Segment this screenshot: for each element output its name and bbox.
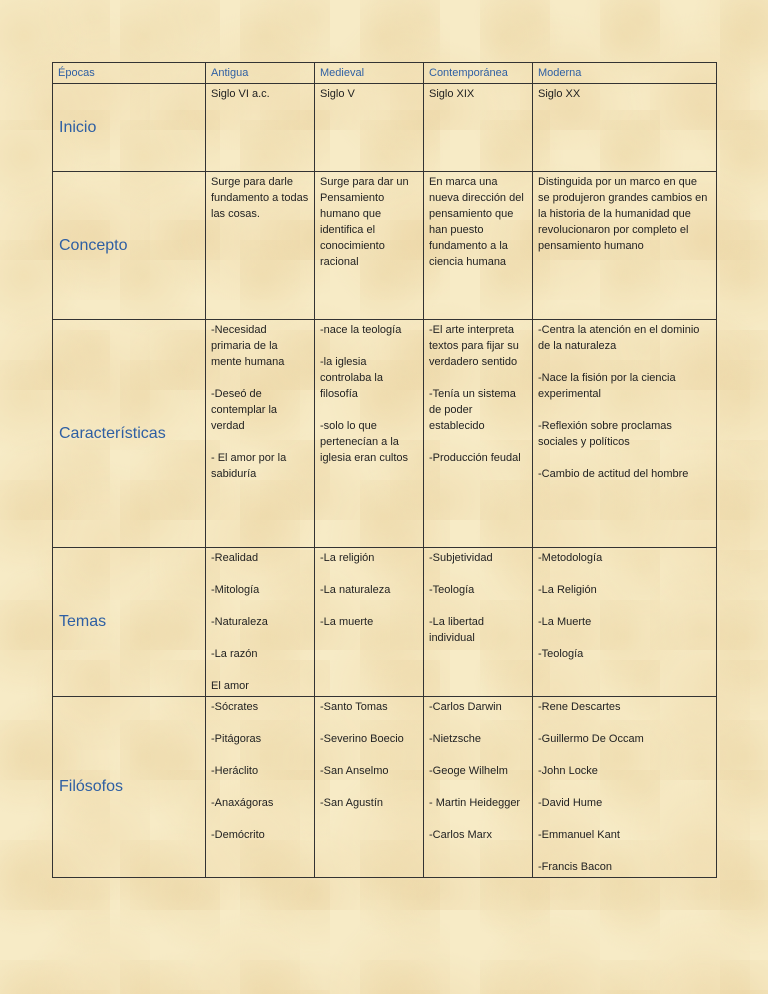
cell-caracteristicas-contemporanea: -El arte interpreta textos para fijar su verdadero sentido -Tenía un sistema de poder establecido -Producción feudal	[424, 320, 533, 548]
header-antigua: Antigua	[206, 63, 315, 84]
cell-concepto-moderna: Distinguida por un marco en que se produjeron grandes cambios en la historia de la humanidad que revolucionaron por completo el pensamiento humano	[533, 172, 717, 320]
cell-temas-moderna: -Metodología -La Religión -La Muerte -Teología	[533, 548, 717, 697]
cell-inicio-antigua: Siglo VI a.c.	[206, 84, 315, 172]
cell-filosofos-medieval: -Santo Tomas -Severino Boecio -San Anselmo -San Agustín	[315, 697, 424, 878]
row-label-concepto: Concepto	[53, 172, 206, 320]
cell-caracteristicas-antigua: -Necesidad primaria de la mente humana -Deseó de contemplar la verdad - El amor por la sabiduría	[206, 320, 315, 548]
cell-caracteristicas-medieval: -nace la teología -la iglesia controlaba la filosofía -solo lo que pertenecían a la iglesia eran cultos	[315, 320, 424, 548]
header-medieval: Medieval	[315, 63, 424, 84]
cell-concepto-antigua: Surge para darle fundamento a todas las cosas.	[206, 172, 315, 320]
document-page	[52, 62, 716, 878]
cell-caracteristicas-moderna: -Centra la atención en el dominio de la naturaleza -Nace la fisión por la ciencia experimental -Reflexión sobre proclamas sociales y políticos -Cambio de actitud del hombre	[533, 320, 717, 548]
header-epocas: Épocas	[53, 63, 206, 84]
header-moderna: Moderna	[533, 63, 717, 84]
cell-temas-medieval: -La religión -La naturaleza -La muerte	[315, 548, 424, 697]
cell-temas-antigua: -Realidad -Mitología -Naturaleza -La razón El amor	[206, 548, 315, 697]
cell-concepto-medieval: Surge para dar un Pensamiento humano que identifica el conocimiento racional	[315, 172, 424, 320]
cell-inicio-contemporanea: Siglo XIX	[424, 84, 533, 172]
table-row-concepto	[53, 172, 717, 320]
cell-inicio-medieval: Siglo V	[315, 84, 424, 172]
header-contemporanea: Contemporánea	[424, 63, 533, 84]
row-label-caracteristicas: Características	[53, 320, 206, 548]
row-label-inicio: Inicio	[53, 84, 206, 172]
cell-filosofos-moderna: -Rene Descartes -Guillermo De Occam -John Locke -David Hume -Emmanuel Kant -Francis Bacon	[533, 697, 717, 878]
table-row-temas	[53, 548, 717, 697]
cell-filosofos-contemporanea: -Carlos Darwin -Nietzsche -Geoge Wilhelm - Martin Heidegger -Carlos Marx	[424, 697, 533, 878]
row-label-filosofos: Filósofos	[53, 697, 206, 878]
table-header-row	[53, 63, 717, 84]
table-row-caracteristicas	[53, 320, 717, 548]
cell-inicio-moderna: Siglo XX	[533, 84, 717, 172]
cell-filosofos-antigua: -Sócrates -Pitágoras -Heráclito -Anaxágoras -Demócrito	[206, 697, 315, 878]
epochs-table	[52, 62, 717, 878]
table-row-inicio	[53, 84, 717, 172]
cell-concepto-contemporanea: En marca una nueva dirección del pensamiento que han puesto fundamento a la ciencia humana	[424, 172, 533, 320]
row-label-temas: Temas	[53, 548, 206, 697]
table-row-filosofos	[53, 697, 717, 878]
cell-temas-contemporanea: -Subjetividad -Teología -La libertad individual	[424, 548, 533, 697]
